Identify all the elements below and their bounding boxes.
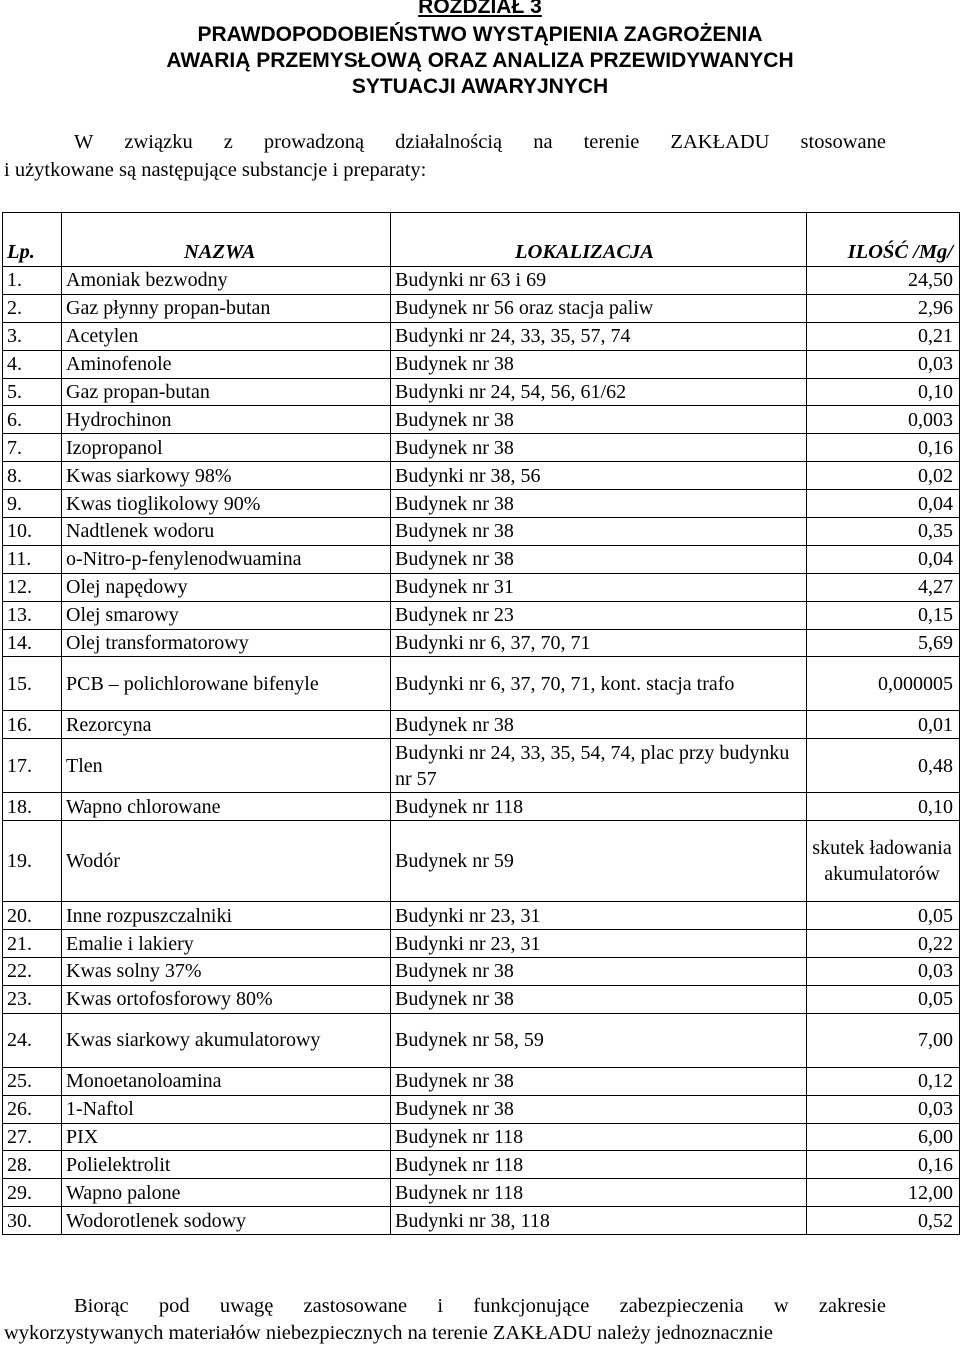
chapter-title [0, 22, 960, 100]
cell-name: Olej napędowy [62, 573, 391, 601]
cell-lp: 29. [3, 1179, 62, 1207]
cell-location: Budynek nr 118 [391, 1151, 807, 1179]
table-row [3, 1095, 960, 1123]
table-row [3, 1013, 960, 1067]
cell-name: Wapno chlorowane [62, 793, 391, 821]
cell-location: Budynki nr 63 i 69 [391, 267, 807, 295]
cell-lp: 11. [3, 545, 62, 573]
substances-table [2, 212, 960, 1235]
cell-quantity: 0,03 [807, 350, 960, 378]
cell-name: PIX [62, 1123, 391, 1151]
cell-location: Budynki nr 38, 118 [391, 1207, 807, 1235]
cell-quantity: 0,52 [807, 1207, 960, 1235]
cell-quantity: 4,27 [807, 573, 960, 601]
table-row [3, 322, 960, 350]
cell-lp: 27. [3, 1123, 62, 1151]
cell-name: o-Nitro-p-fenylenodwuamina [62, 545, 391, 573]
table-row [3, 1207, 960, 1235]
closing-word: zakresie [818, 1295, 886, 1317]
table-row [3, 739, 960, 793]
cell-lp: 5. [3, 378, 62, 406]
cell-lp: 2. [3, 294, 62, 322]
table-row [3, 902, 960, 930]
closing-paragraph [4, 1293, 886, 1347]
cell-name: Polielektrolit [62, 1151, 391, 1179]
cell-lp: 30. [3, 1207, 62, 1235]
cell-quantity: 0,48 [807, 739, 960, 793]
cell-lp: 3. [3, 322, 62, 350]
intro-word: stosowane [800, 131, 886, 153]
cell-name: Wodór [62, 821, 391, 902]
cell-location: Budynki nr 24, 54, 56, 61/62 [391, 378, 807, 406]
intro-word: na [533, 131, 553, 153]
cell-lp: 12. [3, 573, 62, 601]
table-row [3, 350, 960, 378]
table-row [3, 294, 960, 322]
cell-name: Rezorcyna [62, 711, 391, 739]
closing-word: uwagę [219, 1295, 274, 1317]
closing-word: i [437, 1295, 444, 1317]
chapter-title-line: PRAWDOPODOBIEŃSTWO WYSTĄPIENIA ZAGROŻENIA [197, 23, 763, 46]
table-row [3, 267, 960, 295]
cell-quantity: 24,50 [807, 267, 960, 295]
cell-name: Kwas solny 37% [62, 958, 391, 986]
cell-location: Budynki nr 38, 56 [391, 462, 807, 490]
cell-quantity: 0,05 [807, 902, 960, 930]
cell-lp: 1. [3, 267, 62, 295]
cell-location: Budynek nr 23 [391, 601, 807, 629]
cell-name: Gaz propan-butan [62, 378, 391, 406]
cell-quantity: 6,00 [807, 1123, 960, 1151]
cell-location: Budynek nr 56 oraz stacja paliw [391, 294, 807, 322]
table-header-row [3, 213, 960, 267]
intro-word: ZAKŁADU [670, 131, 770, 153]
intro-paragraph [4, 128, 886, 184]
table-row [3, 434, 960, 462]
cell-quantity: 0,22 [807, 930, 960, 958]
cell-lp: 17. [3, 739, 62, 793]
cell-name: Inne rozpuszczalniki [62, 902, 391, 930]
cell-name: Izopropanol [62, 434, 391, 462]
cell-lp: 24. [3, 1013, 62, 1067]
table-row [3, 490, 960, 518]
cell-quantity: 0,000005 [807, 657, 960, 711]
cell-location: Budynki nr 24, 33, 35, 54, 74, plac przy budynku nr 57 [391, 739, 807, 793]
cell-location: Budynek nr 31 [391, 573, 807, 601]
cell-name: Gaz płynny propan-butan [62, 294, 391, 322]
cell-name: Monoetanoloamina [62, 1067, 391, 1095]
table-row [3, 711, 960, 739]
table-row [3, 629, 960, 657]
cell-quantity: 0,12 [807, 1067, 960, 1095]
cell-quantity: 0,35 [807, 518, 960, 546]
chapter-title-line: SYTUACJI AWARYJNYCH [351, 75, 609, 98]
table-row [3, 601, 960, 629]
table-row [3, 518, 960, 546]
cell-quantity: 0,02 [807, 462, 960, 490]
cell-lp: 20. [3, 902, 62, 930]
closing-word: funkcjonujące [473, 1295, 590, 1317]
cell-name: PCB – polichlorowane bifenyle [62, 657, 391, 711]
cell-name: Amoniak bezwodny [62, 267, 391, 295]
cell-lp: 26. [3, 1095, 62, 1123]
cell-location: Budynek nr 38 [391, 545, 807, 573]
closing-word: w [773, 1295, 789, 1317]
cell-name: Kwas siarkowy 98% [62, 462, 391, 490]
cell-quantity: 0,05 [807, 985, 960, 1013]
cell-quantity: 0,21 [807, 322, 960, 350]
cell-location: Budynki nr 24, 33, 35, 57, 74 [391, 322, 807, 350]
cell-name: Wodorotlenek sodowy [62, 1207, 391, 1235]
cell-lp: 28. [3, 1151, 62, 1179]
intro-word: z [223, 131, 233, 153]
cell-quantity: 0,04 [807, 490, 960, 518]
cell-lp: 9. [3, 490, 62, 518]
cell-name: Nadtlenek wodoru [62, 518, 391, 546]
intro-word: W [74, 131, 94, 153]
table-row [3, 545, 960, 573]
cell-name: Kwas siarkowy akumulatorowy [62, 1013, 391, 1067]
table-row [3, 985, 960, 1013]
cell-location: Budynek nr 118 [391, 1179, 807, 1207]
table-row [3, 793, 960, 821]
cell-lp: 15. [3, 657, 62, 711]
cell-name: Olej smarowy [62, 601, 391, 629]
cell-location: Budynki nr 6, 37, 70, 71 [391, 629, 807, 657]
cell-quantity: 0,03 [807, 958, 960, 986]
cell-lp: 8. [3, 462, 62, 490]
cell-location: Budynki nr 23, 31 [391, 902, 807, 930]
cell-quantity: 0,15 [807, 601, 960, 629]
cell-lp: 6. [3, 406, 62, 434]
cell-location: Budynek nr 38 [391, 434, 807, 462]
cell-location: Budynek nr 58, 59 [391, 1013, 807, 1067]
intro-word: związku [124, 131, 193, 153]
cell-location: Budynek nr 38 [391, 350, 807, 378]
cell-lp: 25. [3, 1067, 62, 1095]
closing-line-1 [4, 1293, 886, 1320]
cell-name: Olej transformatorowy [62, 629, 391, 657]
table-body [3, 267, 960, 1235]
intro-line-1 [4, 128, 886, 156]
cell-name: Emalie i lakiery [62, 930, 391, 958]
table-row [3, 930, 960, 958]
table-row [3, 573, 960, 601]
table-row [3, 1123, 960, 1151]
closing-word: pod [158, 1295, 190, 1317]
cell-location: Budynek nr 38 [391, 1095, 807, 1123]
cell-quantity: skutek ładowania akumulatorów [807, 821, 960, 902]
cell-quantity: 0,01 [807, 711, 960, 739]
cell-quantity: 12,00 [807, 1179, 960, 1207]
intro-word: terenie [583, 131, 640, 153]
cell-name: Tlen [62, 739, 391, 793]
header-lp: Lp. [3, 213, 62, 267]
table-row [3, 821, 960, 902]
table-row [3, 1151, 960, 1179]
cell-location: Budynek nr 38 [391, 490, 807, 518]
cell-lp: 21. [3, 930, 62, 958]
cell-name: Acetylen [62, 322, 391, 350]
cell-location: Budynek nr 38 [391, 958, 807, 986]
cell-name: Aminofenole [62, 350, 391, 378]
cell-lp: 10. [3, 518, 62, 546]
cell-lp: 4. [3, 350, 62, 378]
table-row [3, 657, 960, 711]
cell-lp: 16. [3, 711, 62, 739]
table-row [3, 1179, 960, 1207]
header-lokalizacja: LOKALIZACJA [391, 213, 807, 267]
closing-word: zastosowane [303, 1295, 408, 1317]
cell-quantity: 0,16 [807, 1151, 960, 1179]
cell-quantity: 2,96 [807, 294, 960, 322]
closing-line-2: wykorzystywanych materiałów niebezpiecznych na terenie ZAKŁADU należy jednoznacznie [4, 1322, 773, 1344]
closing-word: zabezpieczenia [619, 1295, 744, 1317]
cell-location: Budynek nr 38 [391, 711, 807, 739]
table-row [3, 1067, 960, 1095]
intro-word: działalnością [395, 131, 503, 153]
cell-name: Kwas ortofosforowy 80% [62, 985, 391, 1013]
cell-quantity: 5,69 [807, 629, 960, 657]
table-row [3, 462, 960, 490]
cell-quantity: 0,003 [807, 406, 960, 434]
cell-lp: 22. [3, 958, 62, 986]
cell-quantity: 0,03 [807, 1095, 960, 1123]
header-nazwa: NAZWA [62, 213, 391, 267]
cell-quantity: 0,04 [807, 545, 960, 573]
table-row [3, 406, 960, 434]
intro-word: prowadzoną [263, 131, 365, 153]
cell-location: Budynek nr 38 [391, 406, 807, 434]
cell-name: Kwas tioglikolowy 90% [62, 490, 391, 518]
intro-line-2: i użytkowane są następujące substancje i preparaty: [4, 159, 427, 181]
chapter-number: ROZDZIAŁ 3 [418, 0, 542, 18]
chapter-title-line: AWARIĄ PRZEMYSŁOWĄ ORAZ ANALIZA PRZEWIDYWANYCH [166, 49, 794, 72]
cell-lp: 18. [3, 793, 62, 821]
cell-quantity: 7,00 [807, 1013, 960, 1067]
cell-location: Budynek nr 59 [391, 821, 807, 902]
cell-name: 1-Naftol [62, 1095, 391, 1123]
cell-lp: 13. [3, 601, 62, 629]
cell-lp: 19. [3, 821, 62, 902]
cell-quantity: 0,10 [807, 793, 960, 821]
cell-location: Budynek nr 38 [391, 518, 807, 546]
cell-location: Budynki nr 23, 31 [391, 930, 807, 958]
cell-location: Budynki nr 6, 37, 70, 71, kont. stacja trafo [391, 657, 807, 711]
cell-location: Budynek nr 118 [391, 793, 807, 821]
cell-location: Budynek nr 118 [391, 1123, 807, 1151]
cell-quantity: 0,10 [807, 378, 960, 406]
header-ilosc: ILOŚĆ /Mg/ [807, 213, 960, 267]
cell-lp: 23. [3, 985, 62, 1013]
cell-name: Hydrochinon [62, 406, 391, 434]
cell-location: Budynek nr 38 [391, 985, 807, 1013]
cell-name: Wapno palone [62, 1179, 391, 1207]
table-row [3, 378, 960, 406]
cell-quantity: 0,16 [807, 434, 960, 462]
cell-lp: 7. [3, 434, 62, 462]
closing-word: Biorąc [74, 1295, 129, 1317]
table-row [3, 958, 960, 986]
cell-lp: 14. [3, 629, 62, 657]
cell-location: Budynek nr 38 [391, 1067, 807, 1095]
